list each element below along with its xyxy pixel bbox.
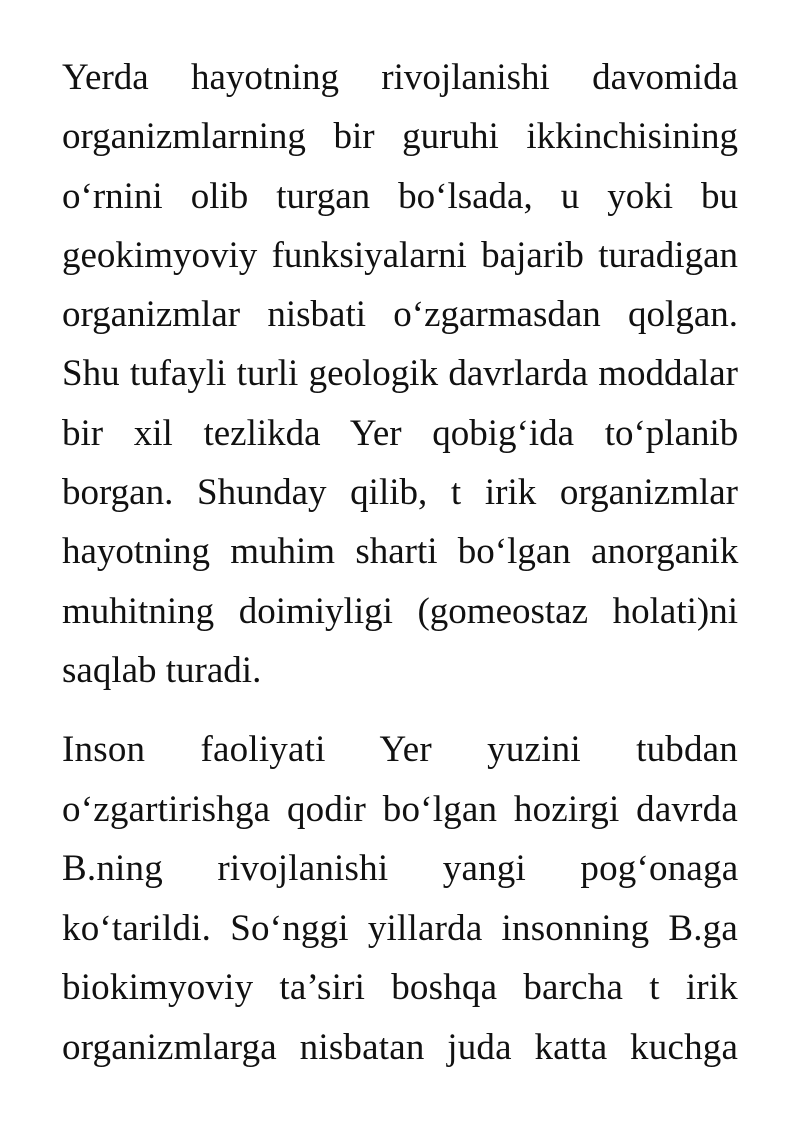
text-line: muhitning doimiyligi (gomeostaz holati)ni [62,590,738,632]
text-line: hayotning muhim sharti boʻlgan anorganik [62,531,739,573]
text-line: koʻtarildi. Soʻnggi yillarda insonning B.ga [62,907,738,949]
text-line: Yerda hayotning rivojlanishi davomida [62,57,738,98]
text-line: organizmlarga nisbatan juda katta kuchga [62,1026,739,1068]
text-line: oʻrnini olib turgan boʻlsada, u yoki bu [62,175,738,217]
paragraph-biosphere-homeostasis [62,48,738,700]
text-line: geokimyoviy funksiyalarni bajarib turadigan [62,234,738,276]
text-line: bir xil tezlikda Yer qobigʻida toʻplanib [62,412,739,454]
text-line: biokimyoviy ta’siri boshqa barcha t irik [62,967,738,1008]
text-line: Shu tufayli turli geologik davrlarda moddalar [62,353,738,395]
text-line: Inson faoliyati Yer yuzini tubdan [62,729,738,770]
paragraph-human-activity [62,720,738,1077]
text-line: oʻzgartirishga qodir boʻlgan hozirgi davrda [62,788,738,830]
text-line: organizmlarning bir guruhi ikkinchisining [62,116,739,158]
text-line: borgan. Shunday qilib, t irik organizmlar [62,472,738,514]
text-line: B.ning rivojlanishi yangi pogʻonaga [62,848,739,889]
text-line: saqlab turadi. [62,649,262,691]
text-line: organizmlar nisbati oʻzgarmasdan qolgan. [62,294,738,336]
